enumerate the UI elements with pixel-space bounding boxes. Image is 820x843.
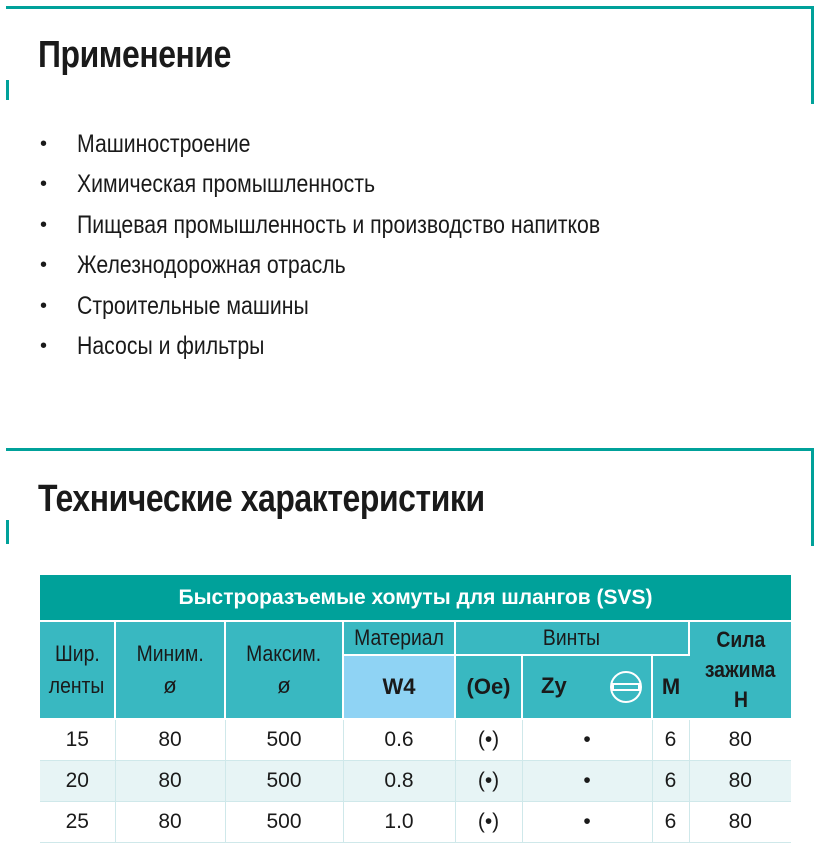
list-item: • Насосы и фильтры bbox=[40, 332, 265, 361]
list-item: • Железнодорожная отрасль bbox=[40, 251, 346, 280]
application-frame-left bbox=[6, 80, 9, 100]
list-item: • Химическая промышленность bbox=[40, 170, 376, 199]
table-caption: Быстроразъемые хомуты для шлангов (SVS) bbox=[40, 575, 791, 621]
bullet-icon: • bbox=[40, 294, 48, 317]
list-item: • Пищевая промышленность и производство напитков bbox=[40, 210, 601, 239]
application-title: Применение bbox=[38, 34, 231, 76]
technical-frame-left bbox=[6, 520, 9, 544]
list-item: • Машиностроение bbox=[40, 129, 251, 158]
table-row: 25 80 500 1.0 (•) • 6 80 bbox=[40, 802, 791, 843]
technical-title: Технические характеристики bbox=[38, 478, 485, 520]
header-screw-m: M bbox=[652, 655, 689, 719]
slotted-screw-icon bbox=[609, 670, 643, 704]
table-row: 20 80 500 0.8 (•) • 6 80 bbox=[40, 761, 791, 802]
header-screw-zy: Zy bbox=[522, 655, 652, 719]
header-min: Миним. ø bbox=[115, 621, 225, 719]
bullet-icon: • bbox=[40, 213, 48, 236]
table-row: 15 80 500 0.6 (•) • 6 80 bbox=[40, 719, 791, 761]
list-item: • Строительные машины bbox=[40, 291, 309, 320]
header-max: Максим. ø bbox=[225, 621, 343, 719]
application-list bbox=[40, 124, 693, 367]
bullet-icon: • bbox=[40, 254, 48, 277]
header-material-w4: W4 bbox=[343, 655, 455, 719]
bullet-icon: • bbox=[40, 335, 48, 358]
header-width: Шир. ленты bbox=[40, 621, 115, 719]
header-screws: Винты bbox=[455, 621, 689, 655]
bullet-icon: • bbox=[40, 132, 48, 155]
specs-table bbox=[40, 575, 791, 843]
table-header-row bbox=[40, 621, 791, 655]
header-force: Сила зажима Н bbox=[689, 621, 791, 719]
table-caption-row bbox=[40, 575, 791, 621]
header-material: Материал bbox=[343, 621, 455, 655]
header-screw-oe: (Oe) bbox=[455, 655, 522, 719]
bullet-icon: • bbox=[40, 173, 48, 196]
